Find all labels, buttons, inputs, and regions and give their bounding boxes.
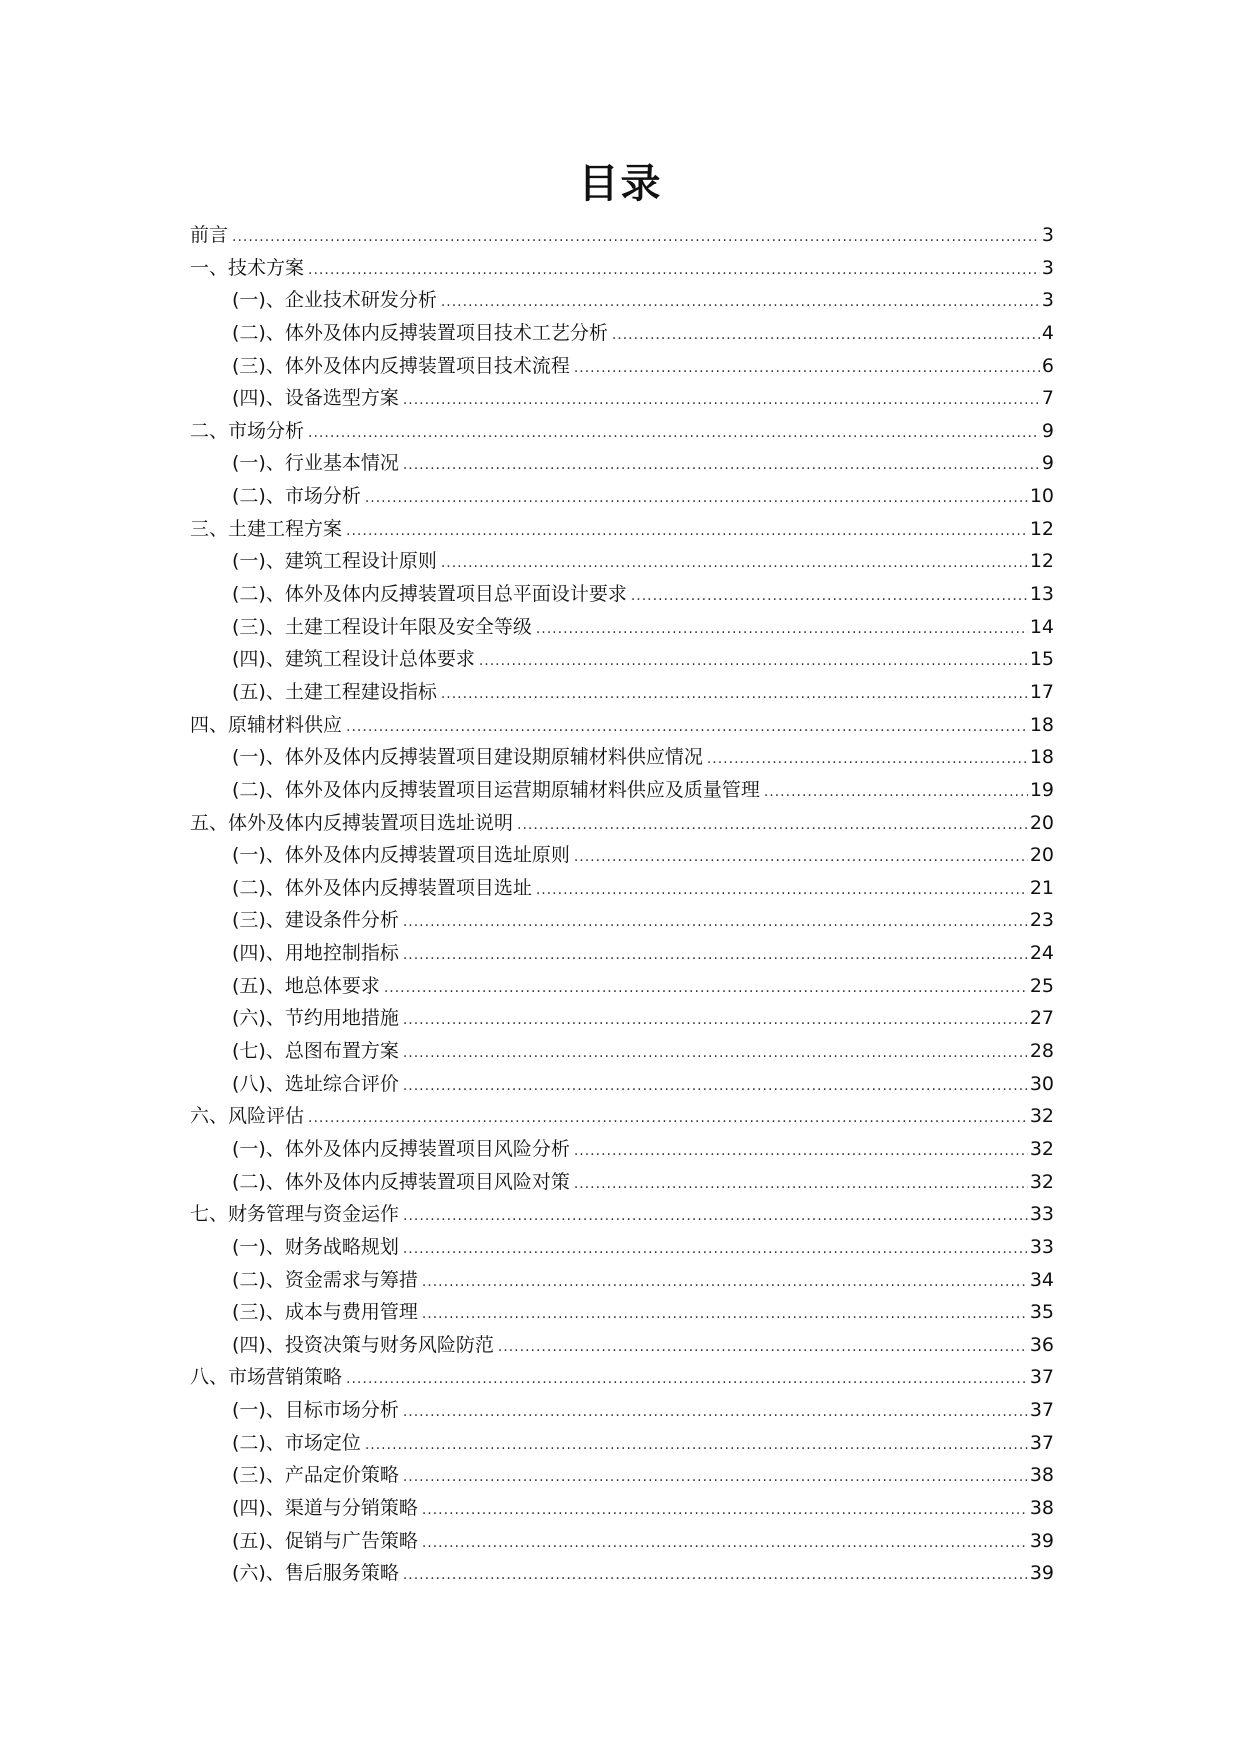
dot-leader	[346, 711, 1028, 744]
toc-entry-label: (二)、体外及体内反搏装置项目总平面设计要求	[232, 583, 627, 606]
dot-leader	[498, 1331, 1028, 1364]
toc-page-number: 3	[1041, 256, 1054, 279]
toc-entry[interactable]	[190, 252, 1054, 285]
toc-page-number: 3	[1041, 224, 1054, 246]
toc-subentry[interactable]	[190, 676, 1054, 709]
toc-page-number: 25	[1029, 974, 1054, 997]
dot-leader	[308, 254, 1040, 287]
toc-page-number: 21	[1029, 876, 1054, 899]
dot-leader	[707, 743, 1028, 776]
toc-page-number: 12	[1029, 550, 1054, 573]
toc-entry-label: (八)、选址综合评价	[232, 1072, 399, 1095]
toc-subentry[interactable]	[190, 350, 1054, 383]
toc-subentry[interactable]	[190, 1329, 1054, 1362]
toc-entry-label: (一)、行业基本情况	[232, 452, 399, 475]
toc-page-number: 10	[1029, 485, 1054, 508]
toc-subentry[interactable]	[190, 1427, 1054, 1460]
toc-page-number: 39	[1029, 1562, 1054, 1585]
toc-page-number: 33	[1029, 1203, 1054, 1226]
toc-subentry[interactable]	[190, 447, 1054, 480]
toc-subentry[interactable]	[190, 382, 1054, 415]
toc-entry-label: (二)、资金需求与筹措	[232, 1268, 418, 1291]
dot-leader	[403, 1461, 1028, 1494]
toc-subentry[interactable]	[190, 317, 1054, 350]
toc-subentry[interactable]	[190, 1459, 1054, 1492]
toc-subentry[interactable]	[190, 872, 1054, 905]
toc-entry-label: (三)、建设条件分析	[232, 909, 399, 932]
toc-entry-label: (二)、体外及体内反搏装置项目选址	[232, 876, 532, 899]
toc-subentry[interactable]	[190, 839, 1054, 872]
toc-subentry[interactable]	[190, 1068, 1054, 1101]
toc-subentry[interactable]	[190, 1231, 1054, 1264]
toc-entry[interactable]	[190, 415, 1054, 448]
toc-page-number: 12	[1029, 517, 1054, 540]
table-of-contents	[190, 219, 1054, 1590]
toc-entry-label: 六、风险评估	[190, 1105, 305, 1128]
toc-subentry[interactable]	[190, 904, 1054, 937]
toc-entry-label: (六)、节约用地措施	[232, 1007, 399, 1030]
toc-entry[interactable]	[190, 1198, 1054, 1231]
toc-page-number: 7	[1041, 387, 1054, 410]
dot-leader	[422, 1298, 1028, 1331]
toc-page-number: 32	[1029, 1170, 1054, 1193]
toc-page-number: 36	[1029, 1333, 1054, 1356]
dot-leader	[422, 1494, 1028, 1527]
toc-entry-label: (一)、财务战略规划	[232, 1235, 399, 1258]
toc-page-number: 20	[1029, 844, 1054, 867]
toc-entry-label: (三)、体外及体内反搏装置项目技术流程	[232, 354, 570, 377]
toc-entry-label: (一)、企业技术研发分析	[232, 289, 437, 312]
toc-page-number: 6	[1041, 354, 1054, 377]
toc-page-number: 37	[1029, 1366, 1054, 1389]
toc-entry-label: 七、财务管理与资金运作	[190, 1203, 400, 1226]
dot-leader	[574, 1168, 1028, 1201]
toc-entry-label: 三、土建工程方案	[190, 517, 343, 540]
toc-entry-label: (三)、土建工程设计年限及安全等级	[232, 615, 532, 638]
toc-subentry[interactable]	[190, 1035, 1054, 1068]
toc-entry-label: (一)、体外及体内反搏装置项目建设期原辅材料供应情况	[232, 746, 703, 769]
dot-leader	[517, 809, 1028, 842]
toc-subentry[interactable]	[190, 774, 1054, 807]
toc-entry[interactable]	[190, 513, 1054, 546]
toc-entry-label: 一、技术方案	[190, 256, 305, 279]
toc-entry-label: (七)、总图布置方案	[232, 1040, 399, 1063]
toc-subentry[interactable]	[190, 578, 1054, 611]
dot-leader	[403, 1200, 1028, 1233]
toc-page-number: 28	[1029, 1040, 1054, 1063]
toc-subentry[interactable]	[190, 1525, 1054, 1558]
dot-leader	[536, 613, 1028, 646]
toc-page-number: 14	[1029, 615, 1054, 638]
dot-leader	[631, 580, 1028, 613]
toc-page-number: 39	[1029, 1529, 1054, 1552]
toc-entry-label: 八、市场营销策略	[190, 1366, 343, 1389]
toc-entry-label: (三)、成本与费用管理	[232, 1301, 418, 1324]
dot-leader	[441, 678, 1028, 711]
dot-leader	[422, 1527, 1028, 1560]
toc-page-number: 9	[1041, 419, 1054, 442]
toc-page-number: 35	[1029, 1301, 1054, 1324]
dot-leader	[232, 221, 1040, 254]
toc-page-number: 38	[1029, 1496, 1054, 1519]
dot-leader	[346, 1363, 1028, 1396]
dot-leader	[403, 906, 1028, 939]
toc-page-number: 3	[1041, 289, 1054, 312]
dot-leader	[308, 417, 1040, 450]
toc-subentry[interactable]	[190, 480, 1054, 513]
toc-page-number: 24	[1029, 942, 1054, 965]
toc-entry-label: (一)、体外及体内反搏装置项目风险分析	[232, 1137, 570, 1160]
toc-page-number: 13	[1029, 583, 1054, 606]
toc-entry[interactable]	[190, 807, 1054, 840]
toc-entry-label: (五)、地总体要求	[232, 974, 380, 997]
toc-entry-label: (四)、投资决策与财务风险防范	[232, 1333, 494, 1356]
toc-entry-label: (二)、市场分析	[232, 485, 361, 508]
dot-leader	[346, 515, 1028, 548]
toc-page-number: 32	[1029, 1105, 1054, 1128]
dot-leader	[441, 286, 1040, 319]
dot-leader	[403, 1037, 1028, 1070]
toc-entry-label: 四、原辅材料供应	[190, 713, 343, 736]
toc-page-number: 27	[1029, 1007, 1054, 1030]
toc-subentry[interactable]	[190, 1133, 1054, 1166]
toc-entry-label: (二)、体外及体内反搏装置项目技术工艺分析	[232, 321, 608, 344]
dot-leader	[612, 319, 1040, 352]
toc-entry[interactable]	[190, 1100, 1054, 1133]
toc-entry-label: (二)、市场定位	[232, 1431, 361, 1454]
toc-entry-label: (三)、产品定价策略	[232, 1464, 399, 1487]
dot-leader	[574, 1135, 1028, 1168]
toc-page-number: 30	[1029, 1072, 1054, 1095]
dot-leader	[403, 1396, 1028, 1429]
toc-entry[interactable]	[190, 1361, 1054, 1394]
toc-subentry[interactable]	[190, 741, 1054, 774]
dot-leader	[403, 1233, 1028, 1266]
toc-entry-label: (一)、建筑工程设计原则	[232, 550, 437, 573]
toc-subentry[interactable]	[190, 1394, 1054, 1427]
toc-page-number: 32	[1029, 1137, 1054, 1160]
toc-entry[interactable]	[190, 219, 1054, 252]
dot-leader	[574, 841, 1028, 874]
toc-page-number: 23	[1029, 909, 1054, 932]
toc-entry-label: (一)、目标市场分析	[232, 1399, 399, 1422]
dot-leader	[403, 1070, 1028, 1103]
toc-page-number: 37	[1029, 1399, 1054, 1422]
toc-subentry[interactable]	[190, 937, 1054, 970]
toc-subentry[interactable]	[190, 284, 1054, 317]
toc-entry-label: (五)、土建工程建设指标	[232, 680, 437, 703]
dot-leader	[384, 972, 1028, 1005]
toc-entry-label: 五、体外及体内反搏装置项目选址说明	[190, 811, 514, 834]
toc-entry-label: (四)、设备选型方案	[232, 387, 399, 410]
toc-page-number: 34	[1029, 1268, 1054, 1291]
dot-leader	[536, 874, 1028, 907]
dot-leader	[365, 482, 1028, 515]
toc-entry-label: 前言	[190, 224, 229, 246]
toc-subentry[interactable]	[190, 545, 1054, 578]
toc-entry-label: (一)、体外及体内反搏装置项目选址原则	[232, 844, 570, 867]
toc-subentry[interactable]	[190, 1492, 1054, 1525]
toc-entry-label: (四)、渠道与分销策略	[232, 1496, 418, 1519]
dot-leader	[308, 1102, 1028, 1135]
dot-leader	[479, 645, 1028, 678]
toc-entry-label: 二、市场分析	[190, 419, 305, 442]
toc-entry[interactable]	[190, 709, 1054, 742]
toc-subentry[interactable]	[190, 1166, 1054, 1199]
dot-leader	[574, 352, 1040, 385]
dot-leader	[403, 449, 1040, 482]
toc-subentry[interactable]	[190, 611, 1054, 644]
dot-leader	[403, 939, 1028, 972]
toc-page-number: 17	[1029, 680, 1054, 703]
toc-page-number: 38	[1029, 1464, 1054, 1487]
toc-subentry[interactable]	[190, 1002, 1054, 1035]
dot-leader	[403, 1004, 1028, 1037]
dot-leader	[764, 776, 1028, 809]
toc-entry-label: (四)、用地控制指标	[232, 942, 399, 965]
toc-subentry[interactable]	[190, 1296, 1054, 1329]
toc-page-number: 4	[1041, 321, 1054, 344]
toc-subentry[interactable]	[190, 970, 1054, 1003]
toc-page-number: 33	[1029, 1235, 1054, 1258]
toc-page-number: 19	[1029, 778, 1054, 801]
dot-leader	[403, 384, 1040, 417]
dot-leader	[403, 1559, 1028, 1592]
toc-subentry[interactable]	[190, 1557, 1054, 1590]
toc-page-number: 9	[1041, 452, 1054, 475]
dot-leader	[441, 547, 1028, 580]
toc-page-number: 18	[1029, 746, 1054, 769]
toc-page-number: 18	[1029, 713, 1054, 736]
toc-entry-label: (四)、建筑工程设计总体要求	[232, 648, 475, 671]
dot-leader	[365, 1429, 1028, 1462]
toc-page-number: 20	[1029, 811, 1054, 834]
dot-leader	[422, 1266, 1028, 1299]
toc-entry-label: (五)、促销与广告策略	[232, 1529, 418, 1552]
page-title: 目录	[578, 161, 663, 207]
toc-subentry[interactable]	[190, 1264, 1054, 1297]
toc-entry-label: (二)、体外及体内反搏装置项目风险对策	[232, 1170, 570, 1193]
toc-page-number: 37	[1029, 1431, 1054, 1454]
toc-subentry[interactable]	[190, 643, 1054, 676]
toc-page-number: 15	[1029, 648, 1054, 671]
toc-entry-label: (六)、售后服务策略	[232, 1562, 399, 1585]
toc-entry-label: (二)、体外及体内反搏装置项目运营期原辅材料供应及质量管理	[232, 778, 760, 801]
